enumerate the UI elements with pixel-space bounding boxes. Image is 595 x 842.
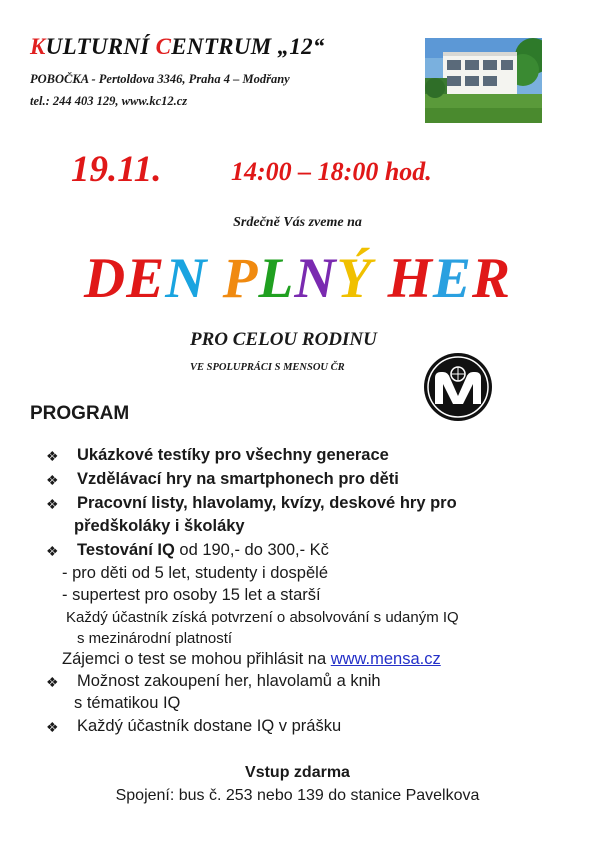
iq-testing-price: od 190,- do 300,- Kč <box>174 541 329 559</box>
event-title-letter: E <box>432 247 472 310</box>
title-part-1: ULTURNÍ <box>45 34 156 59</box>
venue-title <box>30 34 325 60</box>
signup-line <box>62 650 441 669</box>
diamond-bullet-icon: ❖ <box>46 448 59 464</box>
program-item-2: Vzdělávací hry na smartphonech pro děti <box>77 470 399 488</box>
event-date: 19.11. <box>71 149 162 190</box>
program-item-5-line-2: s tématikou IQ <box>74 694 181 712</box>
event-subtitle: PRO CELOU RODINU <box>190 329 377 350</box>
mensa-logo <box>423 352 493 422</box>
event-title-letter: H <box>387 247 433 310</box>
event-title <box>0 246 595 311</box>
program-item-4-sub-2: - supertest pro osoby 15 let a starší <box>62 586 321 604</box>
program-item-4-note-1: Každý účastník získá potvrzení o absolvování s udaným IQ <box>66 609 459 626</box>
event-title-letter: P <box>222 247 259 310</box>
diamond-bullet-icon: ❖ <box>46 472 59 488</box>
event-title-letter: N <box>294 247 337 310</box>
program-item-5-line-1: Možnost zakoupení her, hlavolamů a knih <box>77 672 381 690</box>
event-title-letter: N <box>165 247 208 310</box>
title-part-2: ENTRUM „12“ <box>171 34 325 59</box>
event-title-letter <box>207 247 222 310</box>
event-title-letter: L <box>258 247 295 310</box>
entry-free: Vstup zdarma <box>245 764 350 781</box>
building-photo <box>425 38 542 123</box>
cooperation-line: VE SPOLUPRÁCI S MENSOU ČR <box>190 362 345 373</box>
program-heading: PROGRAM <box>30 403 130 424</box>
program-item-3-line-2: předškoláky i školáky <box>74 517 245 535</box>
signup-text: Zájemci o test se mohou přihlásit na <box>62 650 331 668</box>
event-title-letter: D <box>84 247 127 310</box>
program-item-6: Každý účastník dostane IQ v prášku <box>77 717 342 735</box>
transport-info: Spojení: bus č. 253 nebo 139 do stanice Pavelkova <box>115 787 480 804</box>
iq-testing-label: Testování IQ <box>77 541 175 559</box>
event-title-letter: Ý <box>336 247 373 310</box>
venue-address: POBOČKA - Pertoldova 3346, Praha 4 – Modřany <box>30 72 290 86</box>
diamond-bullet-icon: ❖ <box>46 674 59 690</box>
event-title-letter: E <box>126 247 166 310</box>
program-item-4-note-2: s mezinárodní platností <box>77 630 233 647</box>
program-item-4 <box>77 541 329 560</box>
invite-line: Srdečně Vás zveme na <box>233 215 362 230</box>
venue-contact: tel.: 244 403 129, www.kc12.cz <box>30 94 188 108</box>
event-time: 14:00 – 18:00 hod. <box>231 157 432 186</box>
program-item-4-sub-1: - pro děti od 5 let, studenty i dospělé <box>62 564 328 582</box>
title-initial-k: K <box>30 34 46 59</box>
mensa-link[interactable]: www.mensa.cz <box>330 650 441 668</box>
diamond-bullet-icon: ❖ <box>46 543 59 559</box>
event-title-letter <box>372 247 387 310</box>
title-initial-c: C <box>155 34 172 59</box>
diamond-bullet-icon: ❖ <box>46 496 59 512</box>
program-item-3-line-1: Pracovní listy, hlavolamy, kvízy, deskové hry pro <box>77 494 457 512</box>
event-title-letter: R <box>471 247 511 310</box>
diamond-bullet-icon: ❖ <box>46 719 59 735</box>
program-item-1: Ukázkové testíky pro všechny generace <box>77 446 389 464</box>
